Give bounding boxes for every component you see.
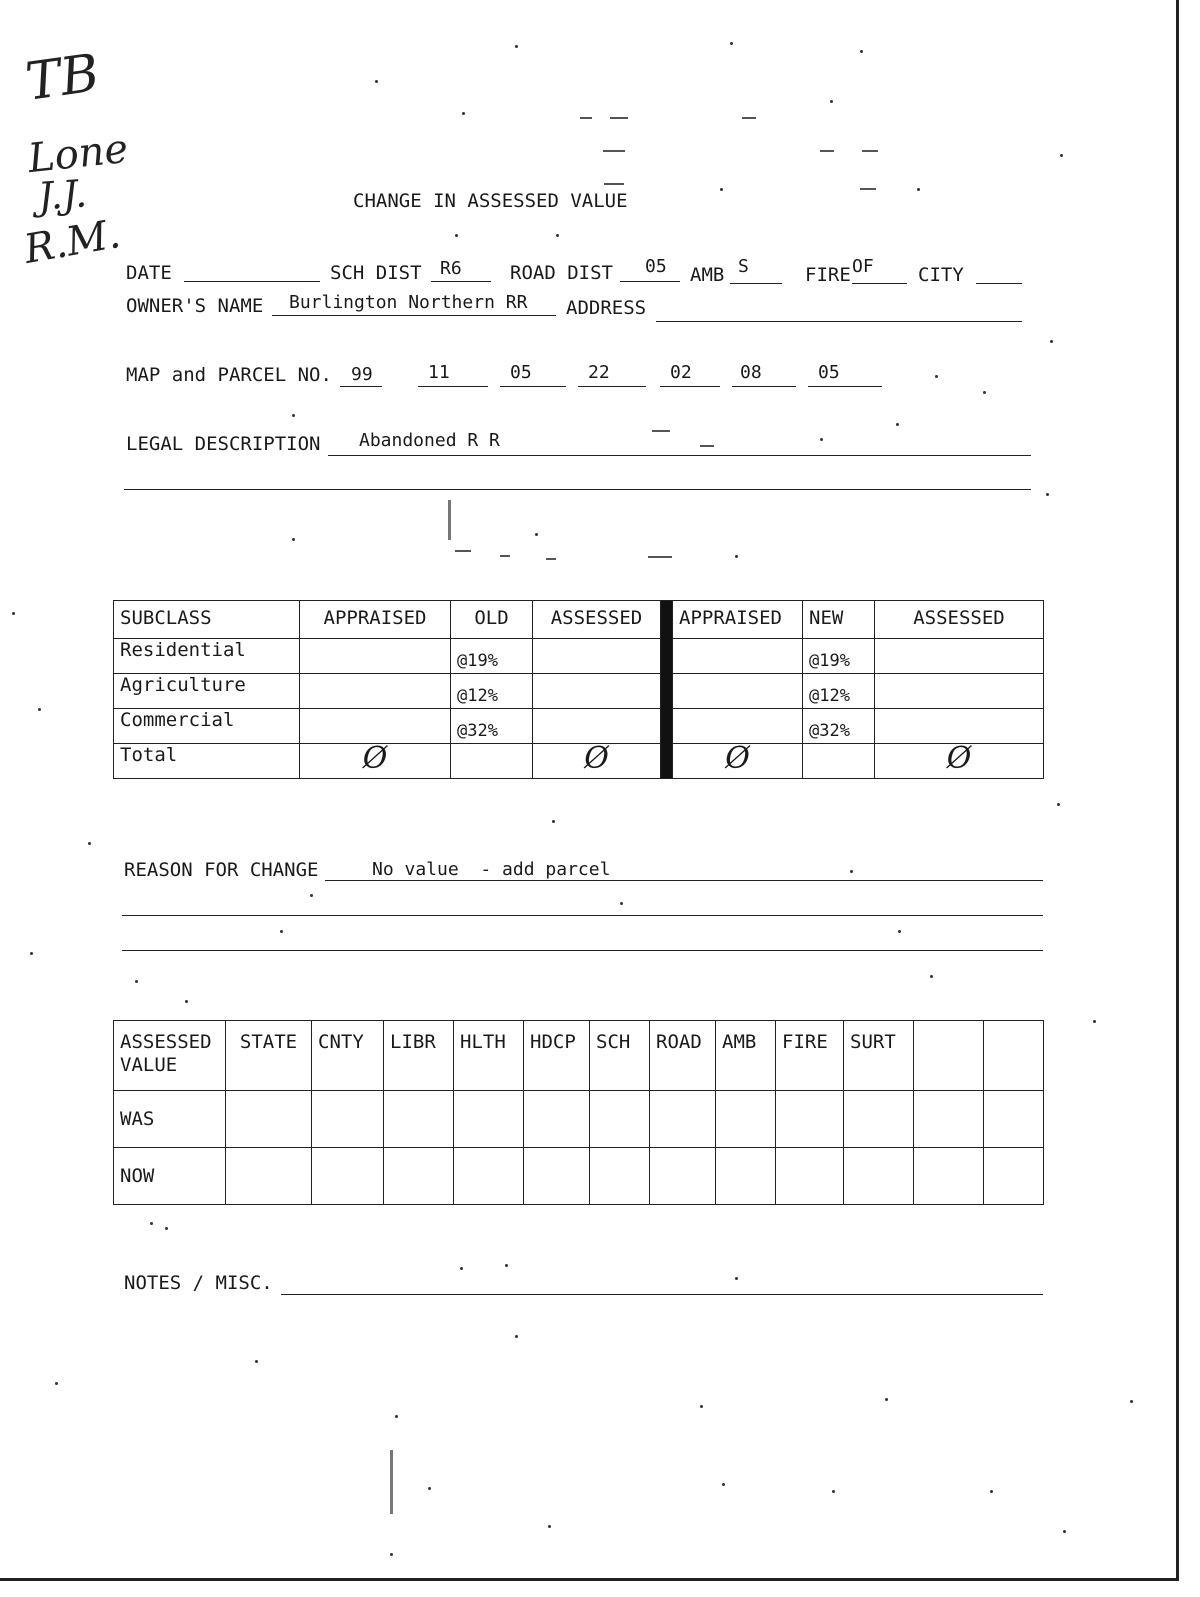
new-rate-cell: @32% <box>803 709 875 744</box>
table-row <box>114 674 1044 709</box>
was-libr-cell[interactable] <box>384 1091 454 1148</box>
fire-label: FIRE <box>805 264 851 286</box>
assessed-value-table <box>113 1020 1044 1205</box>
form-title: CHANGE IN ASSESSED VALUE <box>353 190 628 212</box>
subclass-table <box>113 600 1044 779</box>
reason-value: No value - add parcel <box>372 859 611 880</box>
old-assessed-cell[interactable] <box>533 674 661 709</box>
assessed-header-row <box>114 1021 1044 1091</box>
new-appraised-cell[interactable] <box>673 709 803 744</box>
road-dist-value: 05 <box>645 256 667 277</box>
map-parcel-value-5: 02 <box>670 362 692 383</box>
margin-note-line-1: TB <box>22 43 103 113</box>
old-header: OLD <box>451 601 533 639</box>
was-blank-cell-2[interactable] <box>984 1091 1044 1148</box>
new-assessed-total[interactable] <box>875 744 1044 779</box>
was-sch-cell[interactable] <box>590 1091 650 1148</box>
map-parcel-segment-7[interactable] <box>808 386 882 387</box>
page-border-right <box>1176 0 1179 1580</box>
now-sch-cell[interactable] <box>590 1148 650 1205</box>
map-parcel-segment-3[interactable] <box>500 386 566 387</box>
map-parcel-segment-1[interactable] <box>340 386 382 387</box>
old-appraised-total[interactable] <box>300 744 451 779</box>
blank-header-2 <box>984 1021 1044 1091</box>
old-rate-total <box>451 744 533 779</box>
owner-value: Burlington Northern RR <box>289 292 528 313</box>
map-parcel-segment-5[interactable] <box>660 386 720 387</box>
sch-dist-value: R6 <box>440 258 462 279</box>
hlth-header: HLTH <box>454 1021 524 1091</box>
notes-field[interactable] <box>281 1294 1043 1295</box>
was-hdcp-cell[interactable] <box>524 1091 590 1148</box>
cnty-header: CNTY <box>312 1021 384 1091</box>
reason-label: REASON FOR CHANGE <box>124 859 319 881</box>
new-rate-cell: @19% <box>803 639 875 674</box>
subclass-name: Commercial <box>114 709 300 744</box>
was-amb-cell[interactable] <box>716 1091 776 1148</box>
new-appraised-cell[interactable] <box>673 674 803 709</box>
row-label-now: NOW <box>114 1148 226 1205</box>
date-label: DATE <box>126 262 172 284</box>
page-border-bottom <box>0 1578 1179 1581</box>
date-field[interactable] <box>184 281 320 282</box>
was-hlth-cell[interactable] <box>454 1091 524 1148</box>
now-hdcp-cell[interactable] <box>524 1148 590 1205</box>
old-assessed-header: ASSESSED <box>533 601 661 639</box>
new-assessed-header: ASSESSED <box>875 601 1044 639</box>
fire-field[interactable] <box>852 283 907 284</box>
subclass-header: SUBCLASS <box>114 601 300 639</box>
sch-dist-field[interactable] <box>431 281 491 282</box>
new-appraised-total-value: Ø <box>725 743 750 776</box>
blank-header-1 <box>914 1021 984 1091</box>
new-appraised-cell[interactable] <box>673 639 803 674</box>
was-road-cell[interactable] <box>650 1091 716 1148</box>
now-road-cell[interactable] <box>650 1148 716 1205</box>
now-cnty-cell[interactable] <box>312 1148 384 1205</box>
new-rate-total <box>803 744 875 779</box>
owner-label: OWNER'S NAME <box>126 295 264 317</box>
old-assessed-total[interactable] <box>533 744 661 779</box>
table-row <box>114 639 1044 674</box>
total-row <box>114 744 1044 779</box>
map-parcel-value-2: 11 <box>428 362 450 383</box>
new-appraised-header: APPRAISED <box>673 601 803 639</box>
now-fire-cell[interactable] <box>776 1148 844 1205</box>
old-appraised-cell[interactable] <box>300 709 451 744</box>
map-parcel-segment-4[interactable] <box>578 386 646 387</box>
row-label-was: WAS <box>114 1091 226 1148</box>
table-row <box>114 709 1044 744</box>
city-label: CITY <box>918 264 964 286</box>
table-row <box>114 1148 1044 1205</box>
reason-field-line-3[interactable] <box>122 950 1043 951</box>
reason-field-line-2[interactable] <box>122 915 1043 916</box>
amb-value: S <box>738 256 749 277</box>
owner-field[interactable] <box>272 315 556 316</box>
now-hlth-cell[interactable] <box>454 1148 524 1205</box>
now-surt-cell[interactable] <box>844 1148 914 1205</box>
total-label: Total <box>114 744 300 779</box>
map-parcel-value-7: 05 <box>818 362 840 383</box>
map-parcel-value-3: 05 <box>510 362 532 383</box>
old-appraised-total-value: Ø <box>362 743 388 776</box>
was-blank-cell-1[interactable] <box>914 1091 984 1148</box>
amb-label: AMB <box>690 264 725 286</box>
assessed-value-header: ASSESSED VALUE <box>114 1021 226 1091</box>
map-parcel-value-1: 99 <box>351 364 373 385</box>
hdcp-header: HDCP <box>524 1021 590 1091</box>
map-parcel-label: MAP and PARCEL NO. <box>126 364 332 386</box>
was-surt-cell[interactable] <box>844 1091 914 1148</box>
table-divider-bar <box>661 601 673 779</box>
notes-label: NOTES / MISC. <box>124 1272 273 1294</box>
address-label: ADDRESS <box>566 297 647 319</box>
old-appraised-header: APPRAISED <box>300 601 451 639</box>
legal-field[interactable] <box>328 455 1031 456</box>
was-state-cell[interactable] <box>226 1091 312 1148</box>
fire-value: OF <box>852 256 874 277</box>
new-assessed-total-value: Ø <box>946 743 972 776</box>
new-assessed-cell[interactable] <box>875 674 1044 709</box>
road-dist-field[interactable] <box>620 281 680 282</box>
legal-field-line-2[interactable] <box>124 489 1031 490</box>
old-assessed-cell[interactable] <box>533 709 661 744</box>
address-field[interactable] <box>656 321 1022 322</box>
now-libr-cell[interactable] <box>384 1148 454 1205</box>
margin-note-line-3: J.J. <box>36 171 89 219</box>
road-dist-label: ROAD DIST <box>510 262 613 284</box>
old-appraised-cell[interactable] <box>300 674 451 709</box>
old-rate-cell: @12% <box>451 674 533 709</box>
surt-header: SURT <box>844 1021 914 1091</box>
new-assessed-cell[interactable] <box>875 709 1044 744</box>
legal-value: Abandoned R R <box>359 430 500 451</box>
legal-label: LEGAL DESCRIPTION <box>126 433 321 455</box>
sch-dist-label: SCH DIST <box>330 262 422 284</box>
new-appraised-total[interactable] <box>673 744 803 779</box>
margin-note-line-2: Lone <box>25 125 131 183</box>
sch-header: SCH <box>590 1021 650 1091</box>
now-state-cell[interactable] <box>226 1148 312 1205</box>
libr-header: LIBR <box>384 1021 454 1091</box>
amb-header: AMB <box>716 1021 776 1091</box>
subclass-name: Residential <box>114 639 300 674</box>
new-rate-cell: @12% <box>803 674 875 709</box>
now-blank-cell-1[interactable] <box>914 1148 984 1205</box>
new-assessed-cell[interactable] <box>875 639 1044 674</box>
state-header: STATE <box>226 1021 312 1091</box>
now-amb-cell[interactable] <box>716 1148 776 1205</box>
subclass-name: Agriculture <box>114 674 300 709</box>
now-blank-cell-2[interactable] <box>984 1148 1044 1205</box>
road-header: ROAD <box>650 1021 716 1091</box>
old-appraised-cell[interactable] <box>300 639 451 674</box>
margin-note-line-4: R.M. <box>20 210 124 274</box>
old-rate-cell: @32% <box>451 709 533 744</box>
old-assessed-total-value: Ø <box>584 743 609 776</box>
map-parcel-value-6: 08 <box>740 362 762 383</box>
map-parcel-value-4: 22 <box>588 362 610 383</box>
was-cnty-cell[interactable] <box>312 1091 384 1148</box>
subclass-header-row <box>114 601 1044 639</box>
city-field[interactable] <box>976 283 1022 284</box>
map-parcel-segment-6[interactable] <box>732 386 796 387</box>
table-row <box>114 1091 1044 1148</box>
map-parcel-segment-2[interactable] <box>418 386 488 387</box>
was-fire-cell[interactable] <box>776 1091 844 1148</box>
amb-field[interactable] <box>730 283 782 284</box>
reason-field[interactable] <box>325 880 1043 881</box>
old-rate-cell: @19% <box>451 639 533 674</box>
old-assessed-cell[interactable] <box>533 639 661 674</box>
fire-header: FIRE <box>776 1021 844 1091</box>
new-header: NEW <box>803 601 875 639</box>
